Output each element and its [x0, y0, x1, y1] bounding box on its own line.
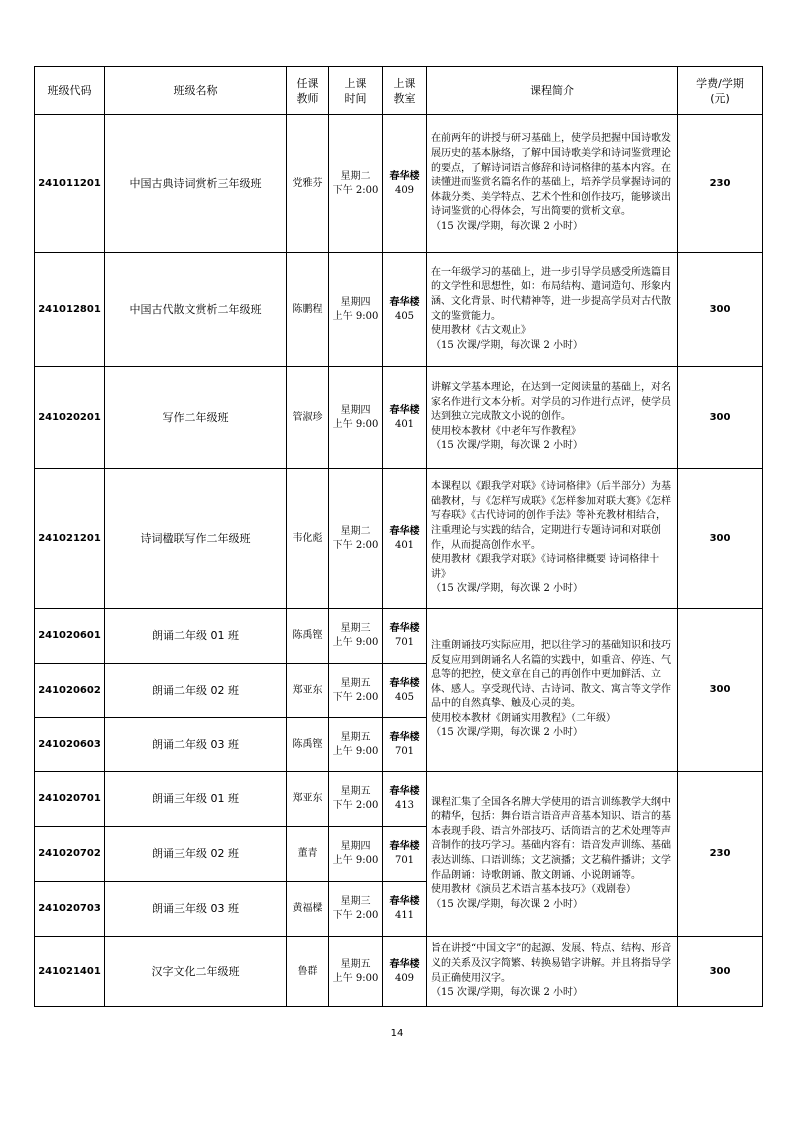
- tuition-fee: 230: [678, 772, 763, 937]
- classroom: 春华楼 405: [383, 664, 427, 718]
- tuition-fee: 300: [678, 253, 763, 367]
- course-description: 在前两年的讲授与研习基础上，使学员把握中国诗歌发展历史的基本脉络，了解中国诗歌美学和诗词鉴赏理论的要点，了解诗词语言修辞和诗词格律的基本内容。在读懂进而鉴赏名篇名作的基础上，培养学员掌握诗词的体裁分类、美学特点、艺术个性和创作技巧，能够谈出诗词鉴赏的心得体会，写出简要的赏析文章。 （15 次课/学期，每次课 2 小时）: [427, 115, 678, 253]
- teacher: 郑亚东: [287, 664, 329, 718]
- classroom: 春华楼 413: [383, 772, 427, 827]
- class-code: 241020603: [35, 718, 105, 772]
- class-time: 星期三 下午 2:00: [329, 882, 383, 937]
- classroom: 春华楼 409: [383, 937, 427, 1007]
- course-table: [34, 66, 763, 1007]
- table-row: [35, 367, 763, 469]
- class-code: 241021201: [35, 469, 105, 609]
- tuition-fee: 230: [678, 115, 763, 253]
- table-row: [35, 115, 763, 253]
- class-name: 朗诵三年级 01 班: [105, 772, 287, 827]
- class-name: 诗词楹联写作二年级班: [105, 469, 287, 609]
- class-time: 星期五 上午 9:00: [329, 718, 383, 772]
- header-time: 上课 时间: [329, 67, 383, 115]
- header-desc: 课程简介: [427, 67, 678, 115]
- teacher: 黄福樑: [287, 882, 329, 937]
- class-time: 星期二 下午 2:00: [329, 115, 383, 253]
- class-code: 241020701: [35, 772, 105, 827]
- teacher: 董青: [287, 827, 329, 882]
- header-fee: 学费/学期 (元): [678, 67, 763, 115]
- class-code: 241020602: [35, 664, 105, 718]
- course-description: 课程汇集了全国各名牌大学使用的语言训练教学大纲中的精华，包括：舞台语言语音声音基本知识、语言的基本表现手段、语言外部技巧、话筒语言的艺术处理等声音制作的技巧学习。基础内容有：语音发声训练、基础表达训练、口语训练；文艺演播；文艺稿件播讲；文学作品朗诵：诗歌朗诵、散文朗诵、小说朗诵等。 使用教材《演员艺术语言基本技巧》（戏剧卷） （15 次课/学期，每次课 2 小时）: [427, 772, 678, 937]
- class-time: 星期四 上午 9:00: [329, 367, 383, 469]
- class-time: 星期五 下午 2:00: [329, 772, 383, 827]
- class-code: 241020601: [35, 609, 105, 664]
- header-row: [35, 67, 763, 115]
- class-name: 汉字文化二年级班: [105, 937, 287, 1007]
- teacher: 陈鹏程: [287, 253, 329, 367]
- classroom: 春华楼 405: [383, 253, 427, 367]
- class-name: 中国古代散文赏析二年级班: [105, 253, 287, 367]
- classroom: 春华楼 701: [383, 609, 427, 664]
- table-row: [35, 253, 763, 367]
- class-name: 朗诵二年级 03 班: [105, 718, 287, 772]
- class-code: 241020702: [35, 827, 105, 882]
- table-row: [35, 937, 763, 1007]
- course-description: 讲解文学基本理论，在达到一定阅读量的基础上，对名家名作进行文本分析。对学员的习作进行点评，使学员达到独立完成散文小说的创作。 使用校本教材《中老年写作教程》 （15 次课/学期，每次课 2 小时）: [427, 367, 678, 469]
- table-row: [35, 469, 763, 609]
- class-name: 朗诵三年级 02 班: [105, 827, 287, 882]
- class-code: 241011201: [35, 115, 105, 253]
- header-code: 班级代码: [35, 67, 105, 115]
- teacher: 党雅芬: [287, 115, 329, 253]
- classroom: 春华楼 409: [383, 115, 427, 253]
- class-time: 星期四 上午 9:00: [329, 253, 383, 367]
- course-description: 在一年级学习的基础上，进一步引导学员感受所选篇目的文学性和思想性，如：布局结构、遣词造句、形象内涵、文化背景、时代精神等，进一步提高学员对古代散文的鉴赏能力。 使用教材《古文观止》 （15 次课/学期，每次课 2 小时）: [427, 253, 678, 367]
- tuition-fee: 300: [678, 469, 763, 609]
- course-description: 本课程以《跟我学对联》《诗词格律》（后半部分）为基础教材，与《怎样写成联》《怎样参加对联大赛》《怎样写春联》《古代诗词的创作手法》等补充教材相结合，注重理论与实践的结合，定期进行专题诗词和对联创作，从而提高创作水平。 使用教材《跟我学对联》《诗词格律概要 诗词格律十讲》 （15 次课/学期，每次课 2 小时）: [427, 469, 678, 609]
- class-code: 241021401: [35, 937, 105, 1007]
- table-row: [35, 609, 763, 664]
- teacher: 郑亚东: [287, 772, 329, 827]
- header-room: 上课 教室: [383, 67, 427, 115]
- classroom: 春华楼 701: [383, 827, 427, 882]
- class-name: 中国古典诗词赏析三年级班: [105, 115, 287, 253]
- header-name: 班级名称: [105, 67, 287, 115]
- header-teacher: 任课 教师: [287, 67, 329, 115]
- course-description: 旨在讲授“中国文字”的起源、发展、特点、结构、形音义的关系及汉字简繁、转换易错字讲解。并且将指导学员正确使用汉字。 （15 次课/学期，每次课 2 小时）: [427, 937, 678, 1007]
- classroom: 春华楼 401: [383, 367, 427, 469]
- teacher: 鲁群: [287, 937, 329, 1007]
- teacher: 管淑珍: [287, 367, 329, 469]
- classroom: 春华楼 701: [383, 718, 427, 772]
- class-time: 星期五 上午 9:00: [329, 937, 383, 1007]
- teacher: 陈禹铿: [287, 609, 329, 664]
- class-name: 朗诵三年级 03 班: [105, 882, 287, 937]
- class-time: 星期三 上午 9:00: [329, 609, 383, 664]
- teacher: 陈禹铿: [287, 718, 329, 772]
- class-time: 星期五 下午 2:00: [329, 664, 383, 718]
- class-name: 朗诵二年级 01 班: [105, 609, 287, 664]
- page-number: 14: [390, 1028, 404, 1039]
- class-time: 星期四 上午 9:00: [329, 827, 383, 882]
- table-row: [35, 772, 763, 827]
- tuition-fee: 300: [678, 609, 763, 772]
- class-time: 星期二 下午 2:00: [329, 469, 383, 609]
- class-code: 241020703: [35, 882, 105, 937]
- teacher: 韦化彪: [287, 469, 329, 609]
- course-description: 注重朗诵技巧实际应用，把以往学习的基础知识和技巧反复应用到朗诵名人名篇的实践中，如重音、停连、气息等的把控，使文章在自己的再创作中更加鲜活、立体、感人。享受现代诗、古诗词、散文、寓言等文学作品中的自然真挚、触及心灵的美。 使用校本教材《朗诵实用教程》（二年级） （15 次课/学期，每次课 2 小时）: [427, 609, 678, 772]
- class-code: 241020201: [35, 367, 105, 469]
- class-name: 写作二年级班: [105, 367, 287, 469]
- classroom: 春华楼 411: [383, 882, 427, 937]
- class-name: 朗诵二年级 02 班: [105, 664, 287, 718]
- tuition-fee: 300: [678, 937, 763, 1007]
- classroom: 春华楼 401: [383, 469, 427, 609]
- class-code: 241012801: [35, 253, 105, 367]
- tuition-fee: 300: [678, 367, 763, 469]
